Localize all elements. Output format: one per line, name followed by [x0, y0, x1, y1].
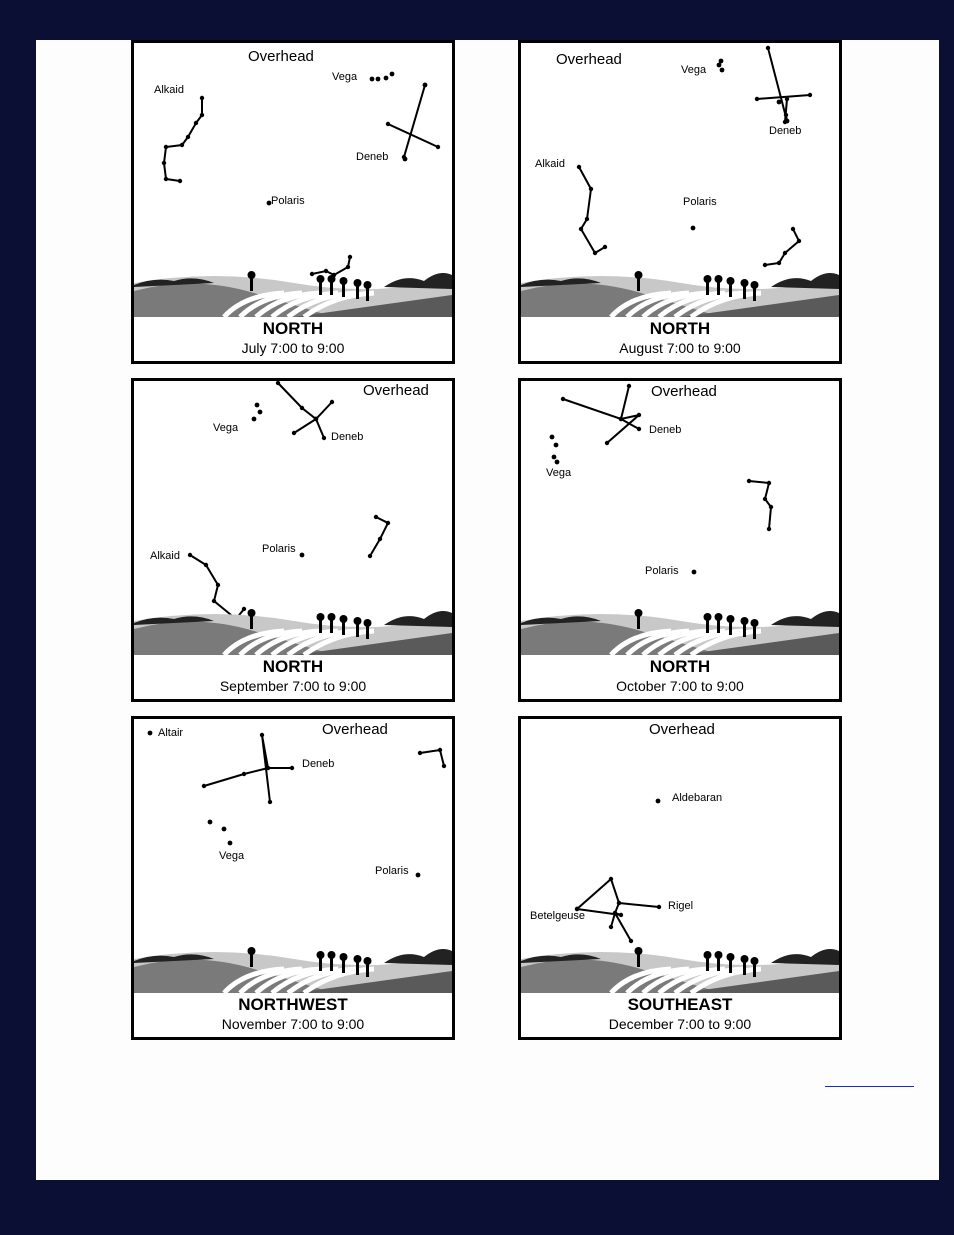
time-range-label: December 7:00 to 9:00: [608, 1016, 752, 1032]
panel-caption: [521, 993, 839, 1040]
star-dot: [216, 583, 220, 587]
constellation-line: [204, 768, 292, 786]
star-dot: [242, 607, 246, 611]
star-dot: [376, 77, 381, 82]
star-dot: [763, 497, 767, 501]
star-dot: [720, 68, 725, 73]
star-dot: [579, 227, 583, 231]
star-dot: [266, 766, 270, 770]
star-label: Alkaid: [535, 158, 565, 170]
star-dot: [322, 436, 326, 440]
constellation-line: [404, 85, 425, 157]
constellation-line: [312, 257, 350, 275]
star-dot: [717, 63, 722, 68]
star-dot: [374, 515, 378, 519]
sky-illustration: [134, 43, 452, 317]
star-dot: [767, 481, 771, 485]
star-dot: [200, 96, 204, 100]
sky-illustration: [521, 43, 839, 317]
star-dot: [204, 563, 208, 567]
star-label: Altair: [158, 727, 184, 739]
star-dot: [178, 179, 182, 183]
constellation-line: [768, 48, 787, 121]
time-range-label: November 7:00 to 9:00: [221, 1016, 365, 1032]
star-dot: [609, 877, 613, 881]
star-dot: [314, 417, 318, 421]
star-dot: [300, 553, 305, 558]
horizon-landscape: [521, 271, 839, 317]
star-dot: [242, 772, 246, 776]
star-dot: [657, 905, 661, 909]
star-dot: [222, 827, 227, 832]
star-dot: [603, 245, 607, 249]
constellation-line: [619, 903, 659, 907]
star-dot: [442, 764, 446, 768]
time-range-label: October 7:00 to 9:00: [616, 678, 744, 694]
horizon-landscape: [134, 947, 452, 993]
star-dot: [617, 901, 621, 905]
star-chart-panel: [131, 40, 455, 364]
overhead-label: Overhead: [322, 721, 388, 738]
star-dot: [255, 403, 260, 408]
star-label: Vega: [332, 71, 358, 83]
star-dot: [691, 226, 696, 231]
star-dot: [148, 731, 153, 736]
star-dot: [554, 443, 559, 448]
star-label: Deneb: [649, 424, 682, 436]
star-dot: [228, 841, 233, 846]
constellation-line: [621, 386, 629, 419]
star-dot: [766, 46, 770, 50]
star-dot: [783, 251, 787, 255]
star-dot: [390, 72, 395, 77]
panel-caption: [134, 655, 452, 702]
star-chart-panel: [131, 716, 455, 1040]
star-dot: [202, 784, 206, 788]
panel-caption: [521, 317, 839, 364]
star-dot: [186, 135, 190, 139]
star-dot: [550, 435, 555, 440]
star-label: Rigel: [668, 900, 694, 912]
horizon-landscape: [521, 609, 839, 655]
star-dot: [436, 145, 440, 149]
star-dot: [629, 939, 633, 943]
star-label: Alkaid: [150, 550, 180, 562]
star-label: Betelgeuse: [530, 910, 586, 922]
star-dot: [747, 479, 751, 483]
star-dot: [258, 410, 263, 415]
star-dot: [627, 384, 631, 388]
star-label: Deneb: [769, 125, 802, 137]
sky-illustration: [521, 719, 839, 993]
constellation-line: [164, 98, 202, 181]
overhead-label: Overhead: [649, 721, 715, 738]
star-chart-panel: [518, 40, 842, 364]
star-dot: [585, 217, 589, 221]
star-label: Polaris: [645, 565, 679, 577]
overhead-label: Overhead: [363, 382, 429, 399]
page: [36, 40, 939, 1180]
constellation-line: [190, 555, 244, 619]
star-label: Vega: [219, 850, 245, 862]
panel-caption: [134, 993, 452, 1040]
star-dot: [252, 417, 257, 422]
star-dot: [416, 873, 421, 878]
star-dot: [368, 554, 372, 558]
star-dot: [200, 113, 204, 117]
star-dot: [330, 400, 334, 404]
star-dot: [300, 406, 304, 410]
star-dot: [292, 431, 296, 435]
direction-label: NORTHWEST: [238, 995, 348, 1014]
star-dot: [346, 265, 350, 269]
star-dot: [561, 397, 565, 401]
sky-illustration: [521, 381, 839, 655]
star-dot: [605, 441, 609, 445]
star-dot: [208, 820, 213, 825]
star-dot: [276, 381, 280, 385]
time-range-label: July 7:00 to 9:00: [241, 340, 345, 356]
overhead-label: Overhead: [556, 51, 622, 68]
star-label: Polaris: [271, 195, 305, 207]
time-range-label: September 7:00 to 9:00: [219, 678, 367, 694]
star-dot: [777, 261, 781, 265]
star-dot: [769, 505, 773, 509]
star-dot: [164, 145, 168, 149]
star-dot: [637, 413, 641, 417]
constellation-line: [749, 481, 771, 529]
star-label: Deneb: [302, 758, 335, 770]
direction-label: NORTH: [262, 319, 324, 338]
constellation-line: [294, 419, 316, 433]
star-dot: [268, 800, 272, 804]
star-dot: [290, 766, 294, 770]
star-dot: [386, 122, 390, 126]
star-dot: [403, 157, 408, 162]
time-range-label: August 7:00 to 9:00: [619, 340, 741, 356]
star-dot: [162, 161, 166, 165]
direction-label: NORTH: [649, 319, 711, 338]
star-dot: [423, 83, 428, 88]
star-dot: [777, 100, 782, 105]
star-dot: [260, 733, 264, 737]
sky-illustration: [134, 381, 452, 655]
star-dot: [418, 751, 422, 755]
star-dot: [555, 460, 560, 465]
overhead-label: Overhead: [651, 383, 717, 400]
star-dot: [552, 455, 557, 460]
star-label: Deneb: [356, 151, 389, 163]
star-dot: [194, 121, 198, 125]
star-dot: [188, 553, 192, 557]
star-dot: [797, 239, 801, 243]
star-dot: [324, 269, 328, 273]
star-label: Polaris: [262, 543, 296, 555]
constellation-line: [579, 167, 605, 253]
constellation-line: [757, 95, 810, 99]
star-label: Deneb: [331, 431, 364, 443]
horizon-landscape: [134, 609, 452, 655]
horizon-landscape: [134, 271, 452, 317]
sky-illustration: [134, 719, 452, 993]
constellation-line: [278, 383, 332, 419]
footer-link-underline[interactable]: [825, 1086, 914, 1087]
star-dot: [378, 537, 382, 541]
star-dot: [637, 427, 641, 431]
star-dot: [438, 748, 442, 752]
star-dot: [656, 799, 661, 804]
star-chart-panel: [518, 716, 842, 1040]
constellation-line: [370, 517, 388, 556]
star-dot: [370, 77, 375, 82]
star-dot: [589, 187, 593, 191]
star-chart-panel: [518, 378, 842, 702]
star-dot: [384, 76, 389, 81]
star-dot: [619, 913, 623, 917]
overhead-label: Overhead: [248, 48, 314, 65]
star-label: Polaris: [683, 196, 717, 208]
star-dot: [692, 570, 697, 575]
direction-label: SOUTHEAST: [627, 995, 733, 1014]
horizon-landscape: [521, 947, 839, 993]
star-dot: [310, 272, 314, 276]
star-label: Vega: [213, 422, 239, 434]
star-dot: [609, 925, 613, 929]
star-label: Aldebaran: [672, 792, 723, 804]
direction-label: NORTH: [262, 657, 324, 676]
star-dot: [386, 521, 390, 525]
constellation-line: [316, 419, 324, 438]
constellation-line: [563, 399, 639, 443]
star-dot: [808, 93, 812, 97]
star-dot: [593, 251, 597, 255]
star-label: Polaris: [375, 865, 409, 877]
star-dot: [791, 227, 795, 231]
star-dot: [767, 527, 771, 531]
star-dot: [577, 165, 581, 169]
star-dot: [212, 599, 216, 603]
star-dot: [785, 97, 789, 101]
star-dot: [785, 119, 790, 124]
star-dot: [180, 143, 184, 147]
star-label: Vega: [546, 467, 572, 479]
star-label: Vega: [681, 64, 707, 76]
panel-caption: [521, 655, 839, 702]
constellation-line: [765, 229, 799, 265]
star-dot: [348, 255, 352, 259]
constellation-line: [420, 750, 444, 766]
star-dot: [755, 97, 759, 101]
panel-caption: [134, 317, 452, 364]
star-dot: [164, 177, 168, 181]
star-dot: [613, 911, 617, 915]
star-label: Alkaid: [154, 84, 184, 96]
star-dot: [619, 417, 623, 421]
star-dot: [763, 263, 767, 267]
direction-label: NORTH: [649, 657, 711, 676]
star-chart-panel: [131, 378, 455, 702]
